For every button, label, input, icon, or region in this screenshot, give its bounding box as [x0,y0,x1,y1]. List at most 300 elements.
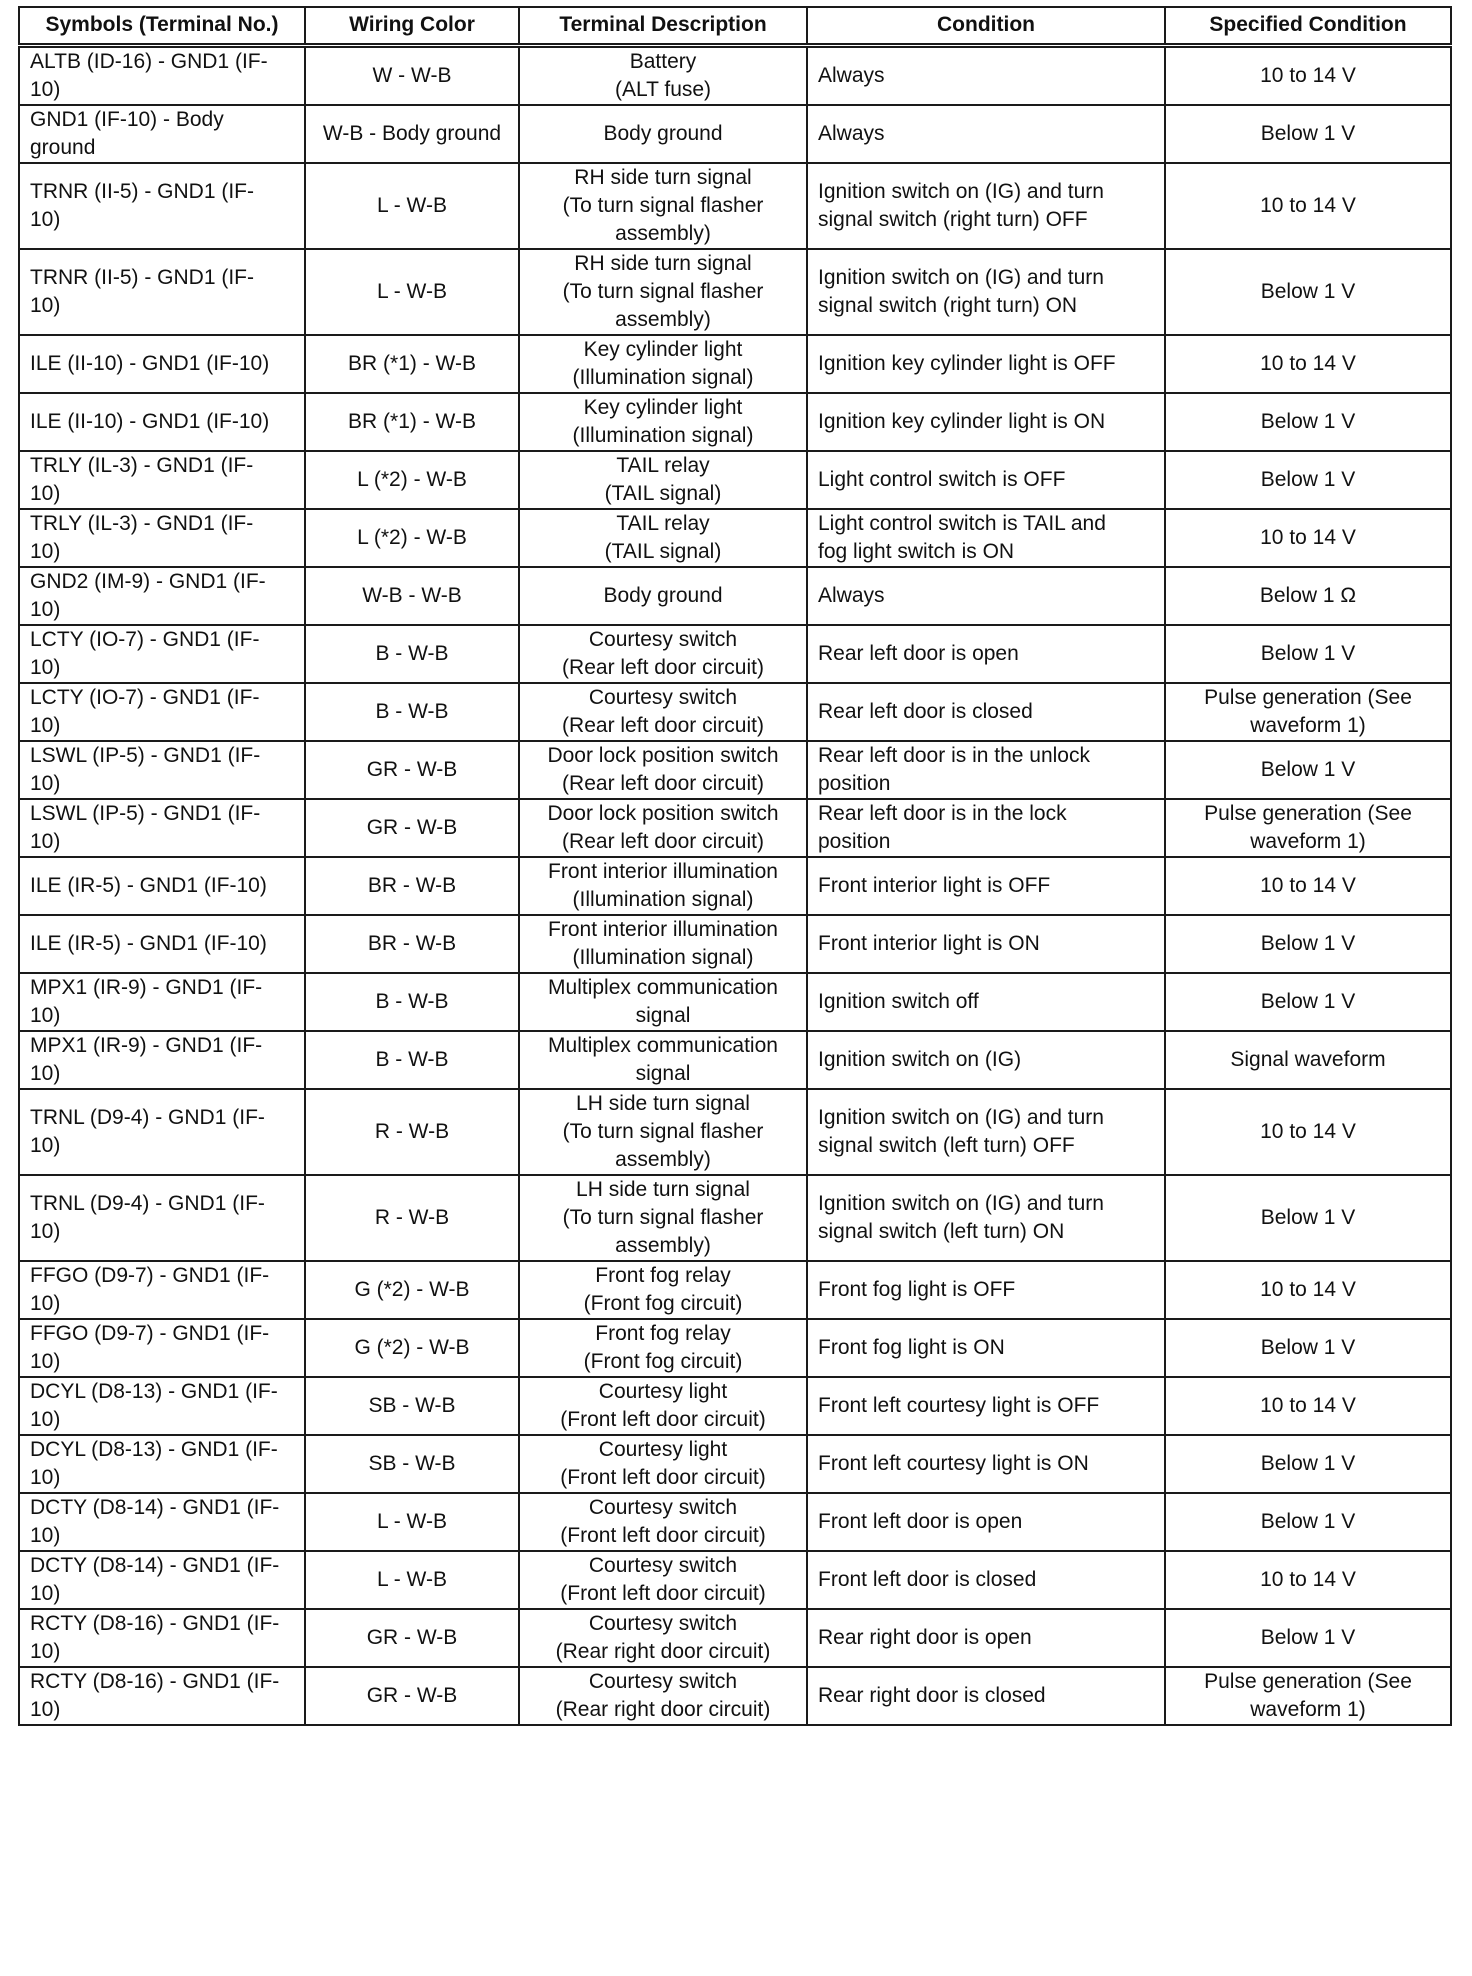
cell-symbols-text: TRNL (D9-4) - GND1 (IF- 10) [30,1191,265,1243]
cell-symbols [19,683,305,741]
cell-condition [807,973,1165,1031]
table-row [19,683,1451,741]
cell-terminal-description [519,1089,807,1175]
table-row [19,163,1451,249]
cell-terminal-description-text: RH side turn signal (To turn signal flasher assembly) [562,165,764,245]
cell-symbols-text: FFGO (D9-7) - GND1 (IF- 10) [30,1321,270,1373]
table-row [19,393,1451,451]
cell-symbols [19,1609,305,1667]
cell-symbols-text: TRNR (II-5) - GND1 (IF- 10) [30,265,254,317]
header-specified-condition: Specified Condition [1165,7,1451,45]
cell-symbols-text: GND1 (IF-10) - Body ground [30,107,224,159]
cell-wiring-color [305,799,519,857]
cell-condition-text: Rear left door is open [818,641,1019,665]
cell-specified-condition [1165,1377,1451,1435]
cell-wiring-color [305,1667,519,1725]
cell-condition [807,1319,1165,1377]
cell-condition [807,799,1165,857]
cell-symbols-text: LSWL (IP-5) - GND1 (IF- 10) [30,801,261,853]
table-row [19,741,1451,799]
cell-condition [807,509,1165,567]
cell-wiring-color-text: L (*2) - W-B [357,525,467,549]
cell-symbols-text: ILE (II-10) - GND1 (IF-10) [30,351,270,375]
cell-wiring-color [305,915,519,973]
cell-condition-text: Front left door is open [818,1509,1023,1533]
cell-specified-condition-text: 10 to 14 V [1260,873,1356,897]
cell-terminal-description-text: Body ground [603,121,723,145]
cell-terminal-description-text: Key cylinder light (Illumination signal) [572,337,754,389]
cell-wiring-color [305,567,519,625]
cell-symbols-text: TRNL (D9-4) - GND1 (IF- 10) [30,1105,265,1157]
cell-symbols-text: DCTY (D8-14) - GND1 (IF- 10) [30,1553,280,1605]
cell-specified-condition-text: Pulse generation (See waveform 1) [1204,801,1412,853]
cell-specified-condition [1165,1551,1451,1609]
cell-terminal-description-text: Courtesy switch (Rear left door circuit) [562,627,764,679]
cell-terminal-description [519,335,807,393]
cell-condition-text: Rear left door is closed [818,699,1033,723]
cell-terminal-description-text: Key cylinder light (Illumination signal) [572,395,754,447]
cell-specified-condition [1165,509,1451,567]
cell-symbols [19,451,305,509]
cell-condition-text: Always [818,121,885,145]
cell-wiring-color [305,1089,519,1175]
cell-terminal-description-text: Door lock position switch (Rear left door circuit) [547,801,779,853]
cell-symbols-text: TRLY (IL-3) - GND1 (IF- 10) [30,453,254,505]
cell-condition-text: Rear right door is open [818,1625,1032,1649]
cell-condition [807,683,1165,741]
cell-symbols-text: MPX1 (IR-9) - GND1 (IF- 10) [30,975,263,1027]
cell-condition [807,1261,1165,1319]
cell-symbols [19,249,305,335]
cell-symbols-text: TRLY (IL-3) - GND1 (IF- 10) [30,511,254,563]
cell-symbols [19,857,305,915]
table-row [19,509,1451,567]
cell-symbols [19,973,305,1031]
cell-wiring-color-text: GR - W-B [366,757,458,781]
cell-specified-condition [1165,973,1451,1031]
cell-wiring-color-text: BR - W-B [367,931,457,955]
table-row [19,105,1451,163]
cell-symbols-text: RCTY (D8-16) - GND1 (IF- 10) [30,1611,280,1663]
table-row [19,335,1451,393]
cell-symbols-text: FFGO (D9-7) - GND1 (IF- 10) [30,1263,270,1315]
cell-wiring-color [305,105,519,163]
table-row [19,1261,1451,1319]
cell-condition-text: Ignition switch on (IG) and turn signal switch (left turn) OFF [818,1105,1104,1157]
cell-terminal-description [519,1319,807,1377]
cell-specified-condition [1165,1319,1451,1377]
cell-specified-condition [1165,249,1451,335]
cell-specified-condition [1165,163,1451,249]
cell-symbols [19,1175,305,1261]
cell-wiring-color [305,509,519,567]
cell-wiring-color [305,973,519,1031]
cell-wiring-color [305,1031,519,1089]
cell-wiring-color [305,1493,519,1551]
cell-specified-condition-text: Below 1 V [1260,1205,1356,1229]
cell-condition-text: Ignition key cylinder light is ON [818,409,1106,433]
table-row [19,1377,1451,1435]
cell-condition-text: Front interior light is OFF [818,873,1051,897]
cell-symbols-text: GND2 (IM-9) - GND1 (IF- 10) [30,569,266,621]
cell-wiring-color-text: B - W-B [375,1047,449,1071]
cell-condition [807,915,1165,973]
cell-wiring-color [305,1377,519,1435]
cell-terminal-description [519,393,807,451]
cell-symbols [19,1667,305,1725]
cell-terminal-description [519,799,807,857]
cell-symbols-text: MPX1 (IR-9) - GND1 (IF- 10) [30,1033,263,1085]
cell-terminal-description-text: Courtesy switch (Front left door circuit) [560,1553,766,1605]
cell-symbols [19,741,305,799]
cell-wiring-color-text: W-B - Body ground [322,121,502,145]
cell-terminal-description [519,1551,807,1609]
cell-specified-condition-text: Below 1 Ω [1259,583,1357,607]
cell-terminal-description-text: RH side turn signal (To turn signal flasher assembly) [562,251,764,331]
cell-symbols-text: DCYL (D8-13) - GND1 (IF- 10) [30,1437,278,1489]
cell-specified-condition [1165,1089,1451,1175]
cell-wiring-color-text: BR (*1) - W-B [348,351,476,375]
cell-condition-text: Front interior light is ON [818,931,1040,955]
cell-terminal-description [519,973,807,1031]
cell-wiring-color-text: G (*2) - W-B [354,1277,470,1301]
cell-terminal-description [519,1493,807,1551]
cell-condition [807,1493,1165,1551]
cell-condition-text: Front fog light is OFF [818,1277,1016,1301]
cell-specified-condition [1165,915,1451,973]
cell-symbols [19,163,305,249]
cell-specified-condition-text: Below 1 V [1260,1335,1356,1359]
cell-specified-condition [1165,335,1451,393]
cell-condition-text: Ignition switch on (IG) [818,1047,1022,1071]
cell-wiring-color-text: W-B - W-B [362,583,462,607]
cell-condition-text: Front fog light is ON [818,1335,1005,1359]
cell-symbols [19,1261,305,1319]
cell-condition-text: Front left courtesy light is OFF [818,1393,1100,1417]
cell-condition [807,163,1165,249]
cell-terminal-description [519,741,807,799]
cell-specified-condition-text: Below 1 V [1260,1625,1356,1649]
cell-terminal-description-text: Front fog relay (Front fog circuit) [583,1263,743,1315]
cell-terminal-description-text: LH side turn signal (To turn signal flasher assembly) [562,1091,764,1171]
cell-terminal-description-text: Door lock position switch (Rear left door circuit) [547,743,779,795]
cell-terminal-description-text: Courtesy switch (Rear right door circuit) [555,1611,771,1663]
cell-specified-condition-text: Below 1 V [1260,467,1356,491]
cell-condition-text: Ignition key cylinder light is OFF [818,351,1116,375]
header-condition: Condition [807,7,1165,45]
cell-specified-condition [1165,741,1451,799]
cell-specified-condition [1165,1175,1451,1261]
cell-condition-text: Rear left door is in the unlock position [818,743,1090,795]
cell-condition [807,625,1165,683]
cell-condition [807,1377,1165,1435]
cell-terminal-description-text: LH side turn signal (To turn signal flasher assembly) [562,1177,764,1257]
cell-condition [807,45,1165,105]
header-row [19,7,1451,45]
cell-terminal-description [519,1031,807,1089]
cell-condition-text: Ignition switch on (IG) and turn signal switch (right turn) OFF [818,179,1104,231]
cell-condition [807,741,1165,799]
cell-wiring-color [305,1435,519,1493]
cell-wiring-color-text: L - W-B [376,193,447,217]
table-row [19,799,1451,857]
table-row [19,1089,1451,1175]
cell-wiring-color [305,1319,519,1377]
cell-terminal-description-text: Front fog relay (Front fog circuit) [583,1321,743,1373]
table-row [19,1609,1451,1667]
cell-symbols-text: ALTB (ID-16) - GND1 (IF- 10) [30,49,268,101]
cell-symbols-text: LSWL (IP-5) - GND1 (IF- 10) [30,743,261,795]
cell-condition-text: Always [818,63,885,87]
cell-condition-text: Rear left door is in the lock position [818,801,1067,853]
cell-wiring-color [305,683,519,741]
cell-wiring-color [305,1551,519,1609]
cell-symbols [19,1377,305,1435]
cell-symbols [19,335,305,393]
table-row [19,973,1451,1031]
cell-specified-condition-text: Below 1 V [1260,757,1356,781]
cell-condition [807,1089,1165,1175]
terminal-inspection-sheet [18,6,1450,1726]
cell-wiring-color [305,1261,519,1319]
cell-symbols-text: ILE (IR-5) - GND1 (IF-10) [30,873,267,897]
cell-wiring-color-text: L (*2) - W-B [357,467,467,491]
cell-specified-condition [1165,451,1451,509]
cell-terminal-description-text: TAIL relay (TAIL signal) [604,511,722,563]
cell-terminal-description-text: Front interior illumination (Illumination signal) [548,917,778,969]
cell-specified-condition [1165,393,1451,451]
cell-symbols-text: DCYL (D8-13) - GND1 (IF- 10) [30,1379,278,1431]
cell-terminal-description-text: Courtesy switch (Rear left door circuit) [562,685,764,737]
cell-wiring-color [305,163,519,249]
table-row [19,625,1451,683]
cell-terminal-description [519,1667,807,1725]
table-header [19,7,1451,45]
cell-condition-text: Front left door is closed [818,1567,1037,1591]
cell-wiring-color-text: B - W-B [375,989,449,1013]
cell-specified-condition [1165,105,1451,163]
cell-specified-condition-text: Below 1 V [1260,1509,1356,1533]
cell-terminal-description [519,509,807,567]
cell-symbols-text: LCTY (IO-7) - GND1 (IF- 10) [30,685,260,737]
cell-condition [807,1031,1165,1089]
cell-wiring-color-text: GR - W-B [366,1683,458,1707]
cell-specified-condition-text: Below 1 V [1260,931,1356,955]
cell-specified-condition-text: 10 to 14 V [1260,1567,1356,1591]
cell-specified-condition-text: 10 to 14 V [1260,1393,1356,1417]
cell-specified-condition-text: Pulse generation (See waveform 1) [1204,1669,1412,1721]
cell-wiring-color-text: W - W-B [372,63,452,87]
cell-symbols [19,1089,305,1175]
cell-specified-condition-text: Below 1 V [1260,409,1356,433]
table-row [19,1551,1451,1609]
cell-wiring-color-text: SB - W-B [368,1451,456,1475]
cell-specified-condition-text: 10 to 14 V [1260,193,1356,217]
cell-specified-condition-text: 10 to 14 V [1260,351,1356,375]
cell-terminal-description-text: Body ground [603,583,723,607]
cell-symbols [19,1435,305,1493]
cell-symbols-text: LCTY (IO-7) - GND1 (IF- 10) [30,627,260,679]
cell-symbols [19,1493,305,1551]
cell-condition [807,105,1165,163]
cell-terminal-description [519,1377,807,1435]
cell-symbols [19,915,305,973]
cell-symbols-text: RCTY (D8-16) - GND1 (IF- 10) [30,1669,280,1721]
cell-terminal-description-text: Battery (ALT fuse) [614,49,712,101]
table-row [19,1031,1451,1089]
cell-condition [807,1435,1165,1493]
cell-terminal-description-text: TAIL relay (TAIL signal) [604,453,722,505]
cell-specified-condition-text: 10 to 14 V [1260,63,1356,87]
table-row [19,45,1451,105]
cell-specified-condition-text: Below 1 V [1260,641,1356,665]
table-row [19,915,1451,973]
cell-terminal-description [519,45,807,105]
cell-specified-condition [1165,857,1451,915]
cell-specified-condition [1165,625,1451,683]
cell-specified-condition [1165,1609,1451,1667]
cell-wiring-color-text: SB - W-B [368,1393,456,1417]
cell-condition [807,1667,1165,1725]
cell-symbols [19,1031,305,1089]
cell-condition [807,1609,1165,1667]
cell-symbols-text: ILE (II-10) - GND1 (IF-10) [30,409,270,433]
cell-terminal-description [519,683,807,741]
cell-specified-condition [1165,1031,1451,1089]
cell-condition-text: Ignition switch on (IG) and turn signal switch (right turn) ON [818,265,1104,317]
cell-condition [807,1175,1165,1261]
cell-symbols [19,393,305,451]
cell-wiring-color [305,335,519,393]
cell-condition-text: Always [818,583,885,607]
cell-specified-condition [1165,799,1451,857]
table-row [19,567,1451,625]
cell-specified-condition [1165,1493,1451,1551]
cell-wiring-color [305,857,519,915]
cell-symbols [19,105,305,163]
table-row [19,1175,1451,1261]
cell-wiring-color [305,249,519,335]
cell-symbols [19,567,305,625]
cell-terminal-description [519,1261,807,1319]
cell-wiring-color-text: L - W-B [376,1509,447,1533]
cell-specified-condition [1165,45,1451,105]
cell-condition [807,451,1165,509]
table-row [19,857,1451,915]
cell-symbols [19,1319,305,1377]
cell-terminal-description [519,567,807,625]
cell-specified-condition-text: 10 to 14 V [1260,1277,1356,1301]
cell-wiring-color-text: R - W-B [374,1119,450,1143]
cell-condition-text: Ignition switch on (IG) and turn signal switch (left turn) ON [818,1191,1104,1243]
cell-symbols-text: TRNR (II-5) - GND1 (IF- 10) [30,179,254,231]
cell-wiring-color [305,1175,519,1261]
cell-wiring-color [305,625,519,683]
cell-specified-condition-text: Below 1 V [1260,121,1356,145]
cell-wiring-color-text: GR - W-B [366,815,458,839]
cell-terminal-description-text: Courtesy switch (Front left door circuit) [560,1495,766,1547]
cell-terminal-description-text: Courtesy light (Front left door circuit) [560,1437,766,1489]
cell-condition [807,335,1165,393]
cell-wiring-color-text: BR - W-B [367,873,457,897]
cell-specified-condition-text: 10 to 14 V [1260,1119,1356,1143]
table-row [19,1667,1451,1725]
cell-specified-condition [1165,683,1451,741]
cell-condition-text: Front left courtesy light is ON [818,1451,1089,1475]
cell-specified-condition-text: Below 1 V [1260,989,1356,1013]
cell-symbols [19,1551,305,1609]
cell-symbols [19,45,305,105]
cell-terminal-description-text: Courtesy switch (Rear right door circuit) [555,1669,771,1721]
cell-specified-condition-text: Below 1 V [1260,1451,1356,1475]
cell-wiring-color [305,741,519,799]
header-wiring-color: Wiring Color [305,7,519,45]
cell-terminal-description [519,1175,807,1261]
cell-terminal-description [519,1435,807,1493]
cell-terminal-description-text: Courtesy light (Front left door circuit) [560,1379,766,1431]
cell-terminal-description [519,1609,807,1667]
cell-wiring-color [305,45,519,105]
cell-condition-text: Rear right door is closed [818,1683,1046,1707]
cell-terminal-description-text: Multiplex communication signal [548,1033,778,1085]
cell-wiring-color-text: BR (*1) - W-B [348,409,476,433]
cell-specified-condition [1165,1435,1451,1493]
cell-wiring-color [305,393,519,451]
cell-terminal-description-text: Front interior illumination (Illumination signal) [548,859,778,911]
cell-condition [807,393,1165,451]
table-row [19,1493,1451,1551]
cell-wiring-color-text: L - W-B [376,279,447,303]
cell-terminal-description [519,915,807,973]
cell-wiring-color [305,1609,519,1667]
table-row [19,1319,1451,1377]
cell-condition-text: Ignition switch off [818,989,979,1013]
cell-terminal-description [519,249,807,335]
table-row [19,249,1451,335]
cell-symbols-text: DCTY (D8-14) - GND1 (IF- 10) [30,1495,280,1547]
cell-condition [807,1551,1165,1609]
cell-condition [807,567,1165,625]
header-terminal-description: Terminal Description [519,7,807,45]
cell-terminal-description [519,105,807,163]
cell-condition [807,857,1165,915]
cell-terminal-description [519,857,807,915]
cell-symbols [19,625,305,683]
cell-wiring-color-text: L - W-B [376,1567,447,1591]
cell-condition-text: Light control switch is OFF [818,467,1066,491]
cell-specified-condition-text: 10 to 14 V [1260,525,1356,549]
cell-terminal-description [519,163,807,249]
cell-wiring-color [305,451,519,509]
cell-symbols [19,509,305,567]
terminal-inspection-table [18,6,1452,1726]
cell-wiring-color-text: B - W-B [375,699,449,723]
cell-specified-condition-text: Pulse generation (See waveform 1) [1204,685,1412,737]
table-row [19,1435,1451,1493]
cell-symbols [19,799,305,857]
table-body [19,45,1451,1725]
cell-terminal-description-text: Multiplex communication signal [548,975,778,1027]
cell-symbols-text: ILE (IR-5) - GND1 (IF-10) [30,931,267,955]
header-symbols: Symbols (Terminal No.) [19,7,305,45]
cell-wiring-color-text: GR - W-B [366,1625,458,1649]
cell-terminal-description [519,451,807,509]
cell-specified-condition-text: Below 1 V [1260,279,1356,303]
cell-specified-condition-text: Signal waveform [1230,1047,1386,1071]
cell-wiring-color-text: G (*2) - W-B [354,1335,470,1359]
cell-condition-text: Light control switch is TAIL and fog light switch is ON [818,511,1106,563]
cell-wiring-color-text: B - W-B [375,641,449,665]
